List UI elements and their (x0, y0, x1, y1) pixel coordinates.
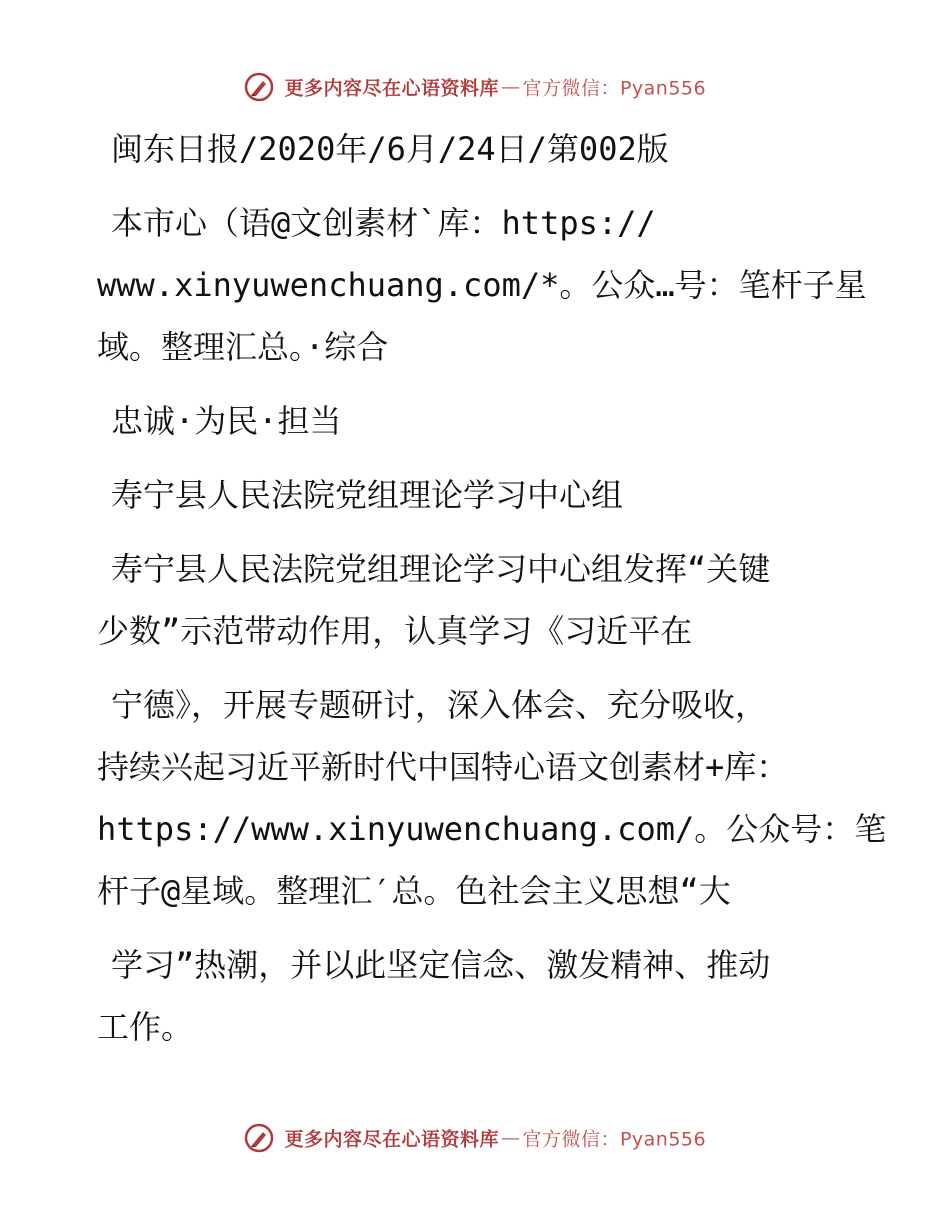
watermark-dash: — (500, 1127, 521, 1149)
article-slogan: 忠诚·为民·担当 (111, 402, 342, 440)
watermark-contact: 官方微信：Pyan556 (522, 77, 707, 100)
article-section-line (97, 192, 867, 378)
article-paragraph-3: 学习”热潮，并以此坚定信念、激发精神、推动 工作。 (97, 946, 771, 1046)
article-paragraph-2: 宁德》，开展专题研讨，深入体会、充分吸收， 持续兴起习近平新时代中国特心语文创素材+库： https://www.xinyuwenchuang.com/。公众号：笔 杆子@星域。整理汇′总。色社会主义思想“大 (97, 686, 887, 910)
article-source-line: 闽东日报/2020年/6月/24日/第002版 (111, 130, 669, 168)
watermark-main-text: 更多内容尽在心语资料库 (284, 1128, 499, 1151)
pen-logo-icon (244, 1123, 274, 1153)
article-author: 寿宁县人民法院党组理论学习中心组 (111, 476, 624, 514)
section-line-3: 域。整理汇总。·综合 (97, 328, 389, 366)
section-line-1: 本市心（语@文创素材`库：https:// (111, 204, 656, 242)
section-line-2: www.xinyuwenchuang.com/*。公众…号：笔杆子星 (97, 266, 867, 304)
watermark-dash: — (500, 76, 521, 98)
article-body (97, 118, 887, 1070)
pen-logo-icon (244, 72, 274, 102)
watermark-footer (0, 1123, 950, 1153)
watermark-header (0, 72, 950, 102)
article-paragraph-1: 寿宁县人民法院党组理论学习中心组发挥“关键 少数”示范带动作用，认真学习《习近平在 (97, 550, 771, 650)
watermark-main-text: 更多内容尽在心语资料库 (284, 77, 499, 100)
watermark-contact: 官方微信：Pyan556 (522, 1128, 707, 1151)
